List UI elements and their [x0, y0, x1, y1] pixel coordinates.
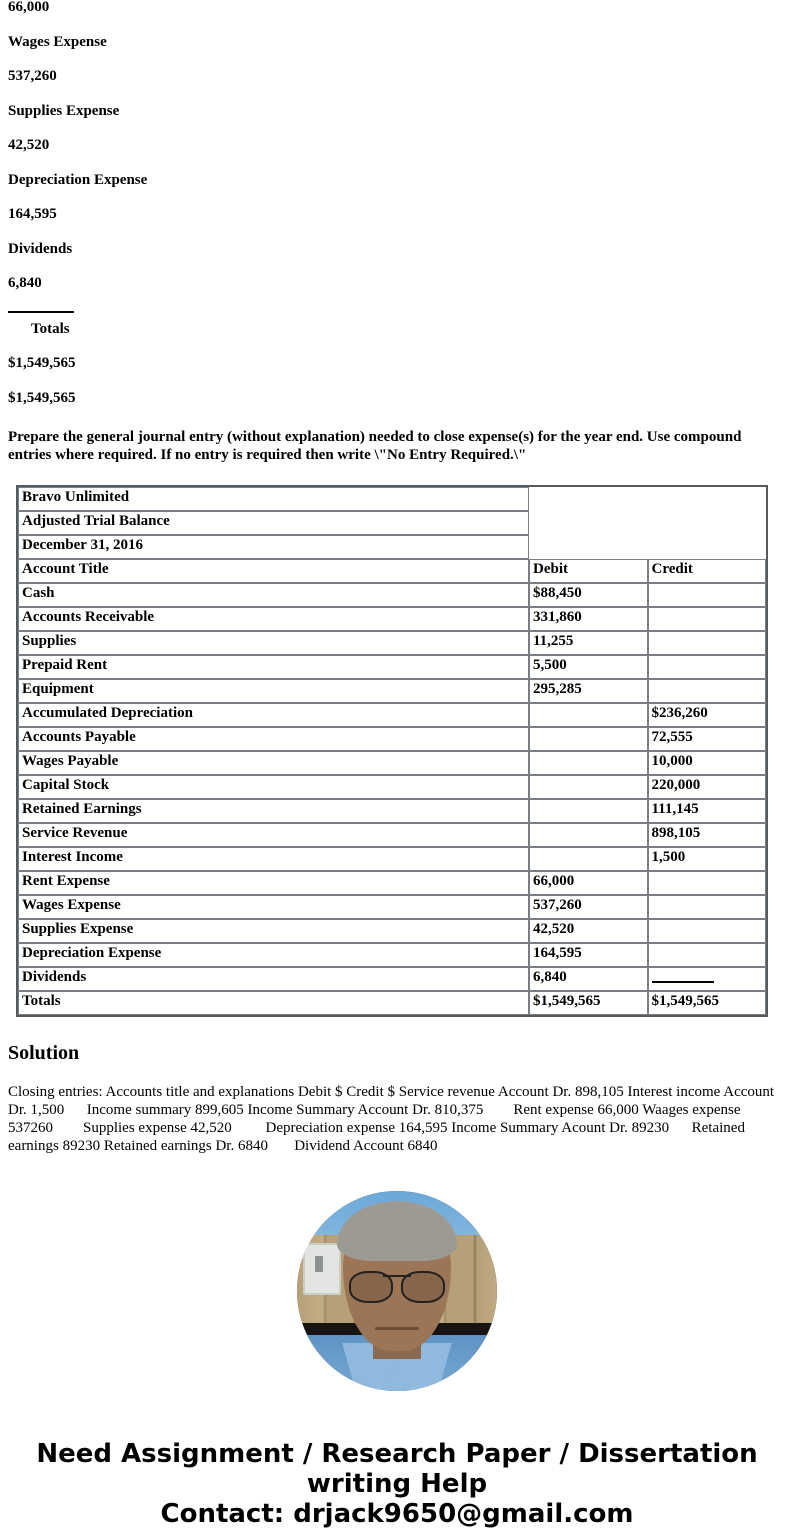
table-row [18, 799, 766, 823]
avatar-row [8, 1191, 786, 1391]
cell-totals-label: Totals [18, 991, 529, 1015]
cell-debit: 42,520 [529, 919, 648, 943]
stack-line-depreciation-amount: 164,595 [8, 206, 57, 222]
cell-credit [648, 583, 767, 607]
cell-account: Interest Income [18, 847, 529, 871]
cell-debit [529, 775, 648, 799]
cell-credit-subtotal-rule [648, 967, 767, 991]
header-credit: Credit [648, 559, 767, 583]
table-row [18, 751, 766, 775]
cell-totals-credit: $1,549,565 [648, 991, 767, 1015]
solution-heading: Solution [8, 1042, 80, 1065]
cell-account: Accounts Payable [18, 727, 529, 751]
trial-balance-table-wrapper [16, 485, 768, 1017]
cell-account: Service Revenue [18, 823, 529, 847]
totals-rule-divider [8, 311, 74, 313]
cell-credit: 111,145 [648, 799, 767, 823]
table-row-totals [18, 991, 766, 1015]
table-row [18, 895, 766, 919]
cell-account: Supplies Expense [18, 919, 529, 943]
header-debit: Debit [529, 559, 648, 583]
cell-account: Wages Expense [18, 895, 529, 919]
table-row [18, 775, 766, 799]
table-row [18, 727, 766, 751]
cell-account: Accounts Receivable [18, 607, 529, 631]
cell-account: Capital Stock [18, 775, 529, 799]
cell-account: Prepaid Rent [18, 655, 529, 679]
cell-credit [648, 919, 767, 943]
cell-credit [648, 871, 767, 895]
table-row [18, 583, 766, 607]
table-row [18, 655, 766, 679]
cell-debit [529, 751, 648, 775]
cell-credit: 220,000 [648, 775, 767, 799]
table-row-date [18, 535, 766, 559]
cell-credit: 1,500 [648, 847, 767, 871]
cell-credit [648, 679, 767, 703]
stack-line-wages-expense: Wages Expense [8, 33, 107, 50]
cell-debit: 295,285 [529, 679, 648, 703]
cell-account: Cash [18, 583, 529, 607]
cell-spacer-date [529, 535, 766, 559]
cell-account: Wages Payable [18, 751, 529, 775]
cell-credit [648, 655, 767, 679]
cell-statement-name: Adjusted Trial Balance [18, 511, 529, 535]
avatar-glasses-bridge [383, 1275, 411, 1277]
cell-account: Equipment [18, 679, 529, 703]
promo-line-3: Contact: drjack9650@gmail.com [160, 1499, 634, 1530]
cell-debit: 164,595 [529, 943, 648, 967]
stack-line-wages-amount: 537,260 [8, 68, 57, 84]
table-row [18, 847, 766, 871]
header-account-title: Account Title [18, 559, 529, 583]
solution-body-text: Closing entries: Accounts title and explanations Debit $ Credit $ Service revenue Account Dr. 898,105 Interest income Account Dr. 1,500 Income summary 899,605 Income Summary Account Dr. 810,375 Rent expense 66,000 Waages expense 537260 Supplies expense 42,520 Depreciation expense 164,595 Income Summary Acount Dr. 89230 Retained earnings 89230 Retained earnings Dr. 6840 Dividend Account 6840 [8, 1084, 778, 1155]
avatar-wall-switch [303, 1243, 341, 1295]
subtotal-underline [652, 972, 714, 983]
table-row [18, 919, 766, 943]
cell-debit: 66,000 [529, 871, 648, 895]
cell-credit [648, 943, 767, 967]
avatar-mouth [375, 1327, 419, 1330]
cell-account: Dividends [18, 967, 529, 991]
cell-debit [529, 703, 648, 727]
table-row [18, 679, 766, 703]
table-row-statement [18, 511, 766, 535]
cell-credit [648, 631, 767, 655]
cell-debit: $88,450 [529, 583, 648, 607]
table-row [18, 943, 766, 967]
stack-line-totals-label: Totals [31, 320, 70, 337]
cell-totals-debit: $1,549,565 [529, 991, 648, 1015]
cell-debit: 11,255 [529, 631, 648, 655]
cell-debit: 6,840 [529, 967, 648, 991]
cell-debit [529, 847, 648, 871]
cell-account: Rent Expense [18, 871, 529, 895]
promo-footer [8, 1439, 786, 1529]
cell-account: Retained Earnings [18, 799, 529, 823]
stack-line-rent-amount: 66,000 [8, 0, 50, 15]
promo-line-2: writing Help [306, 1469, 488, 1500]
cell-debit: 5,500 [529, 655, 648, 679]
cell-credit: $236,260 [648, 703, 767, 727]
stack-line-supplies-amount: 42,520 [8, 137, 50, 153]
cell-debit: 331,860 [529, 607, 648, 631]
cell-statement-date: December 31, 2016 [18, 535, 529, 559]
cell-credit [648, 895, 767, 919]
table-row [18, 703, 766, 727]
cell-account: Depreciation Expense [18, 943, 529, 967]
cell-account: Accumulated Depreciation [18, 703, 529, 727]
promo-line-1: Need Assignment / Research Paper / Dissertation [36, 1439, 758, 1470]
cell-company-name: Bravo Unlimited [18, 487, 529, 511]
cell-debit: 537,260 [529, 895, 648, 919]
table-row [18, 823, 766, 847]
cell-credit: 898,105 [648, 823, 767, 847]
table-row-header [18, 559, 766, 583]
stack-line-dividends-amount: 6,840 [8, 275, 42, 291]
stack-line-supplies-expense: Supplies Expense [8, 102, 120, 119]
stack-line-depreciation-expense: Depreciation Expense [8, 171, 148, 188]
table-row [18, 607, 766, 631]
table-row [18, 871, 766, 895]
stack-line-dividends: Dividends [8, 240, 73, 257]
cell-debit [529, 823, 648, 847]
table-row-company [18, 487, 766, 511]
cell-spacer-statement [529, 511, 766, 535]
cell-credit: 10,000 [648, 751, 767, 775]
cell-credit [648, 607, 767, 631]
cell-debit [529, 799, 648, 823]
top-stack-block [8, 0, 786, 406]
cell-account: Supplies [18, 631, 529, 655]
avatar [297, 1191, 497, 1391]
trial-balance-table [16, 485, 768, 1017]
table-row-dividends [18, 967, 766, 991]
cell-debit [529, 727, 648, 751]
instruction-paragraph: Prepare the general journal entry (without explanation) needed to close expense(s) for the year end. Use compound entries where required. If no entry is required then write \"No Entry Required.\" [8, 428, 742, 463]
stack-line-totals-debit: $1,549,565 [8, 355, 76, 371]
cell-spacer-company [529, 487, 766, 511]
table-row [18, 631, 766, 655]
cell-credit: 72,555 [648, 727, 767, 751]
stack-line-totals-credit: $1,549,565 [8, 389, 76, 406]
